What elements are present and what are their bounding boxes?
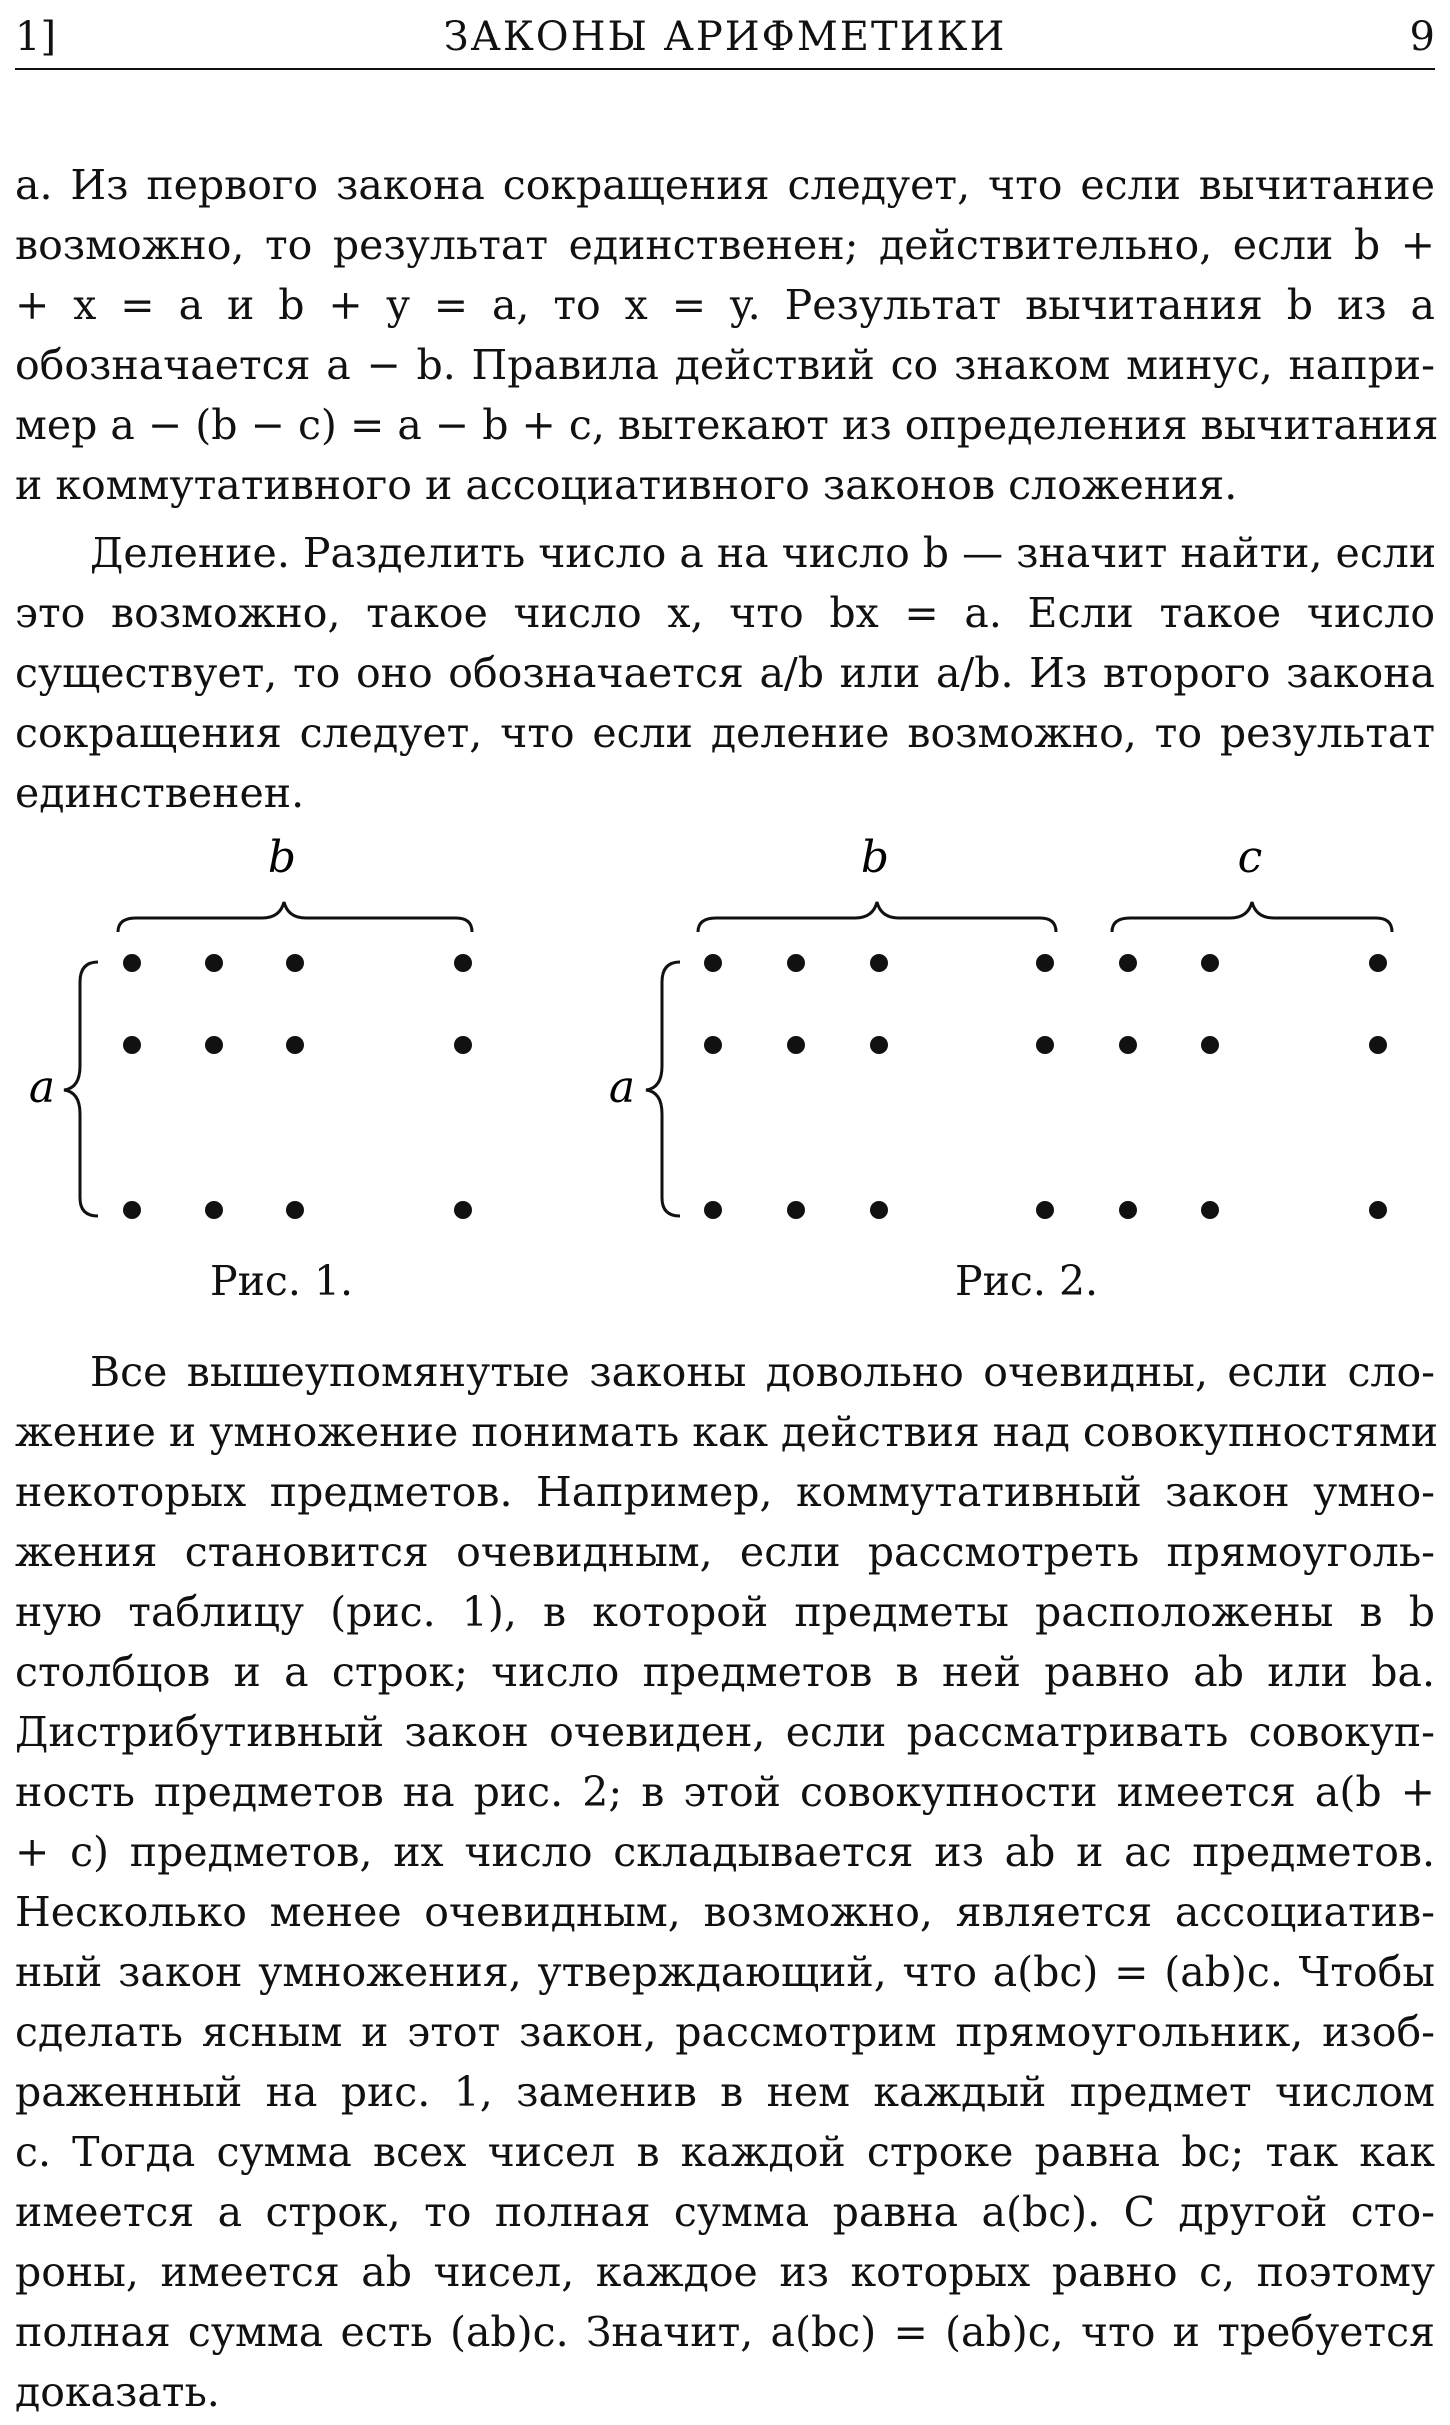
text-line: роны, имеется ab чисел, каждое из которых равно c, поэтому — [15, 2248, 1435, 2296]
text-line: сокращения следует, что если деление возможно, то результат — [15, 709, 1435, 757]
text-line: Деление. Разделить число a на число b — значит найти, если — [90, 529, 1437, 577]
fig1-label-a: a — [28, 1062, 56, 1113]
text-line: жения становится очевидным, если рассмотреть прямоуголь- — [15, 1528, 1435, 1576]
text-line: это возможно, такое число x, что bx = a. Если такое число — [15, 589, 1435, 637]
text-line: раженный на рис. 1, заменив в нем каждый предмет числом — [15, 2068, 1435, 2116]
paragraph-subtraction — [15, 155, 1439, 515]
figures-area — [0, 820, 1450, 1340]
fig1-brace-left — [64, 962, 98, 1216]
figure-2-caption: Рис. 2. — [955, 1257, 1099, 1305]
page-number: 9 — [1409, 14, 1435, 60]
fig2-label-a: a — [608, 1062, 636, 1113]
fig2-label-c: c — [1237, 832, 1263, 883]
text-line: c. Тогда сумма всех чисел в каждой строке равна bc; так как — [15, 2128, 1435, 2176]
text-line: столбцов и a строк; число предметов в ней равно ab или ba. — [15, 1648, 1435, 1696]
text-line: имеется a строк, то полная сумма равна a(bc). С другой сто- — [15, 2188, 1435, 2236]
fig1-brace-top — [118, 902, 472, 932]
text-line: существует, то оно обозначается a/b или a/b. Из второго закона — [15, 649, 1435, 697]
fig2-label-b: b — [860, 832, 890, 883]
text-line: a. Из первого закона сокращения следует, что если вычитание — [15, 161, 1435, 209]
text-line: + x = a и b + y = a, то x = y. Результат вычитания b из a — [15, 281, 1435, 329]
text-line: ную таблицу (рис. 1), в которой предметы расположены в b — [15, 1588, 1435, 1636]
paragraph-laws-explanation — [15, 1342, 1439, 2422]
running-header — [15, 8, 1435, 70]
text-line: доказать. — [15, 2368, 220, 2416]
text-line: жение и умножение понимать как действия над совокупностями — [15, 1408, 1439, 1456]
text-line: ность предметов на рис. 2; в этой совокупности имеется a(b + — [15, 1768, 1435, 1816]
text-line: и коммутативного и ассоциативного законов сложения. — [15, 461, 1238, 509]
paragraph-division — [15, 523, 1435, 823]
text-line: Несколько менее очевидным, возможно, является ассоциатив- — [15, 1888, 1435, 1936]
text-line: Дистрибутивный закон очевиден, если рассматривать совокуп- — [15, 1708, 1435, 1756]
text-line: + c) предметов, их число складывается из ab и ac предметов. — [15, 1828, 1435, 1876]
running-title: ЗАКОНЫ АРИФМЕТИКИ — [443, 14, 1007, 60]
text-line: единственен. — [15, 769, 305, 817]
fig1-dots — [123, 954, 472, 1219]
text-line: ный закон умножения, утверждающий, что a(bc) = (ab)c. Чтобы — [15, 1948, 1435, 1996]
text-line: обозначается a − b. Правила действий со знаком минус, напри- — [15, 341, 1435, 389]
figure-2 — [609, 832, 1392, 1219]
fig1-label-b: b — [267, 832, 297, 883]
chapter-number: 1] — [15, 14, 57, 60]
text-line: полная сумма есть (ab)c. Значит, a(bc) = (ab)c, что и требуется — [15, 2308, 1435, 2356]
text-line: мер a − (b − c) = a − b + c, вытекают из определения вычитания — [15, 401, 1439, 449]
figure-diagrams — [0, 820, 1450, 1250]
figure-1-caption: Рис. 1. — [210, 1257, 354, 1305]
fig2-brace-b — [698, 902, 1056, 932]
fig2-dots — [704, 954, 1387, 1219]
text-line: возможно, то результат единственен; действительно, если b + — [15, 221, 1435, 269]
fig2-brace-left — [646, 962, 680, 1216]
text-line: некоторых предметов. Например, коммутативный закон умно- — [15, 1468, 1435, 1516]
figure-1 — [29, 832, 472, 1219]
text-line: Все вышеупомянутые законы довольно очевидны, если сло- — [90, 1348, 1435, 1396]
fig2-brace-c — [1112, 902, 1392, 932]
text-line: сделать ясным и этот закон, рассмотрим прямоугольник, изоб- — [15, 2008, 1435, 2056]
